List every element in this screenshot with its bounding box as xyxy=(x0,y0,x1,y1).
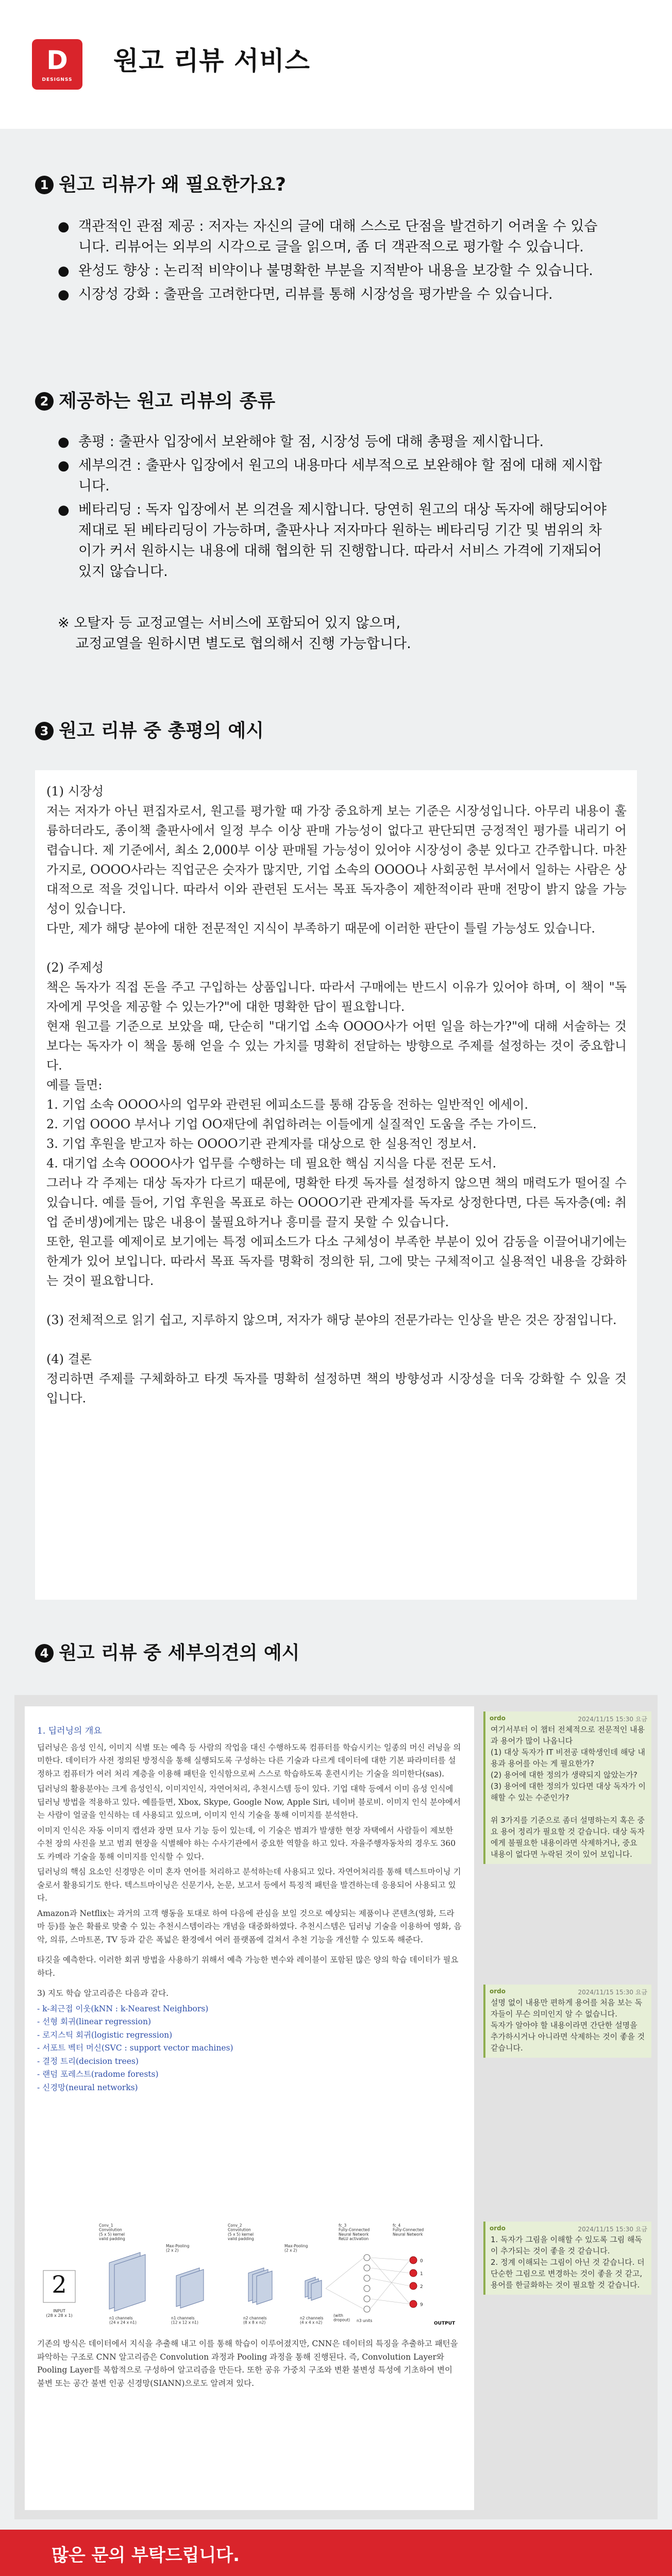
output-digit-2: 2 xyxy=(420,2284,423,2290)
list-item-text: 객관적인 관점 제공 : 저자는 자신의 글에 대해 스스로 단점을 발견하기 어려울 수 있습니다. 리뷰어는 외부의 시각으로 글을 읽으며, 좀 더 객관적으로 평가할 수 있습니다. xyxy=(78,218,598,255)
diagram-label-line: Max-Pooling xyxy=(284,2244,308,2248)
logo-letter: D xyxy=(46,45,68,75)
output-digit-9: 9 xyxy=(420,2302,423,2308)
fc4-label xyxy=(393,2223,424,2236)
diagram-label-line: Fully-Connected xyxy=(393,2227,424,2232)
list-item-text: 완성도 향상 : 논리적 비약이나 불명확한 부분을 지적받아 내용을 보강할 수 있습니다. xyxy=(78,263,593,279)
comment-date: 2024/11/15 15:30 요금 xyxy=(578,1989,647,1996)
logo-text: DESIGNSS xyxy=(42,77,73,82)
comment-date: 2024/11/15 15:30 요금 xyxy=(578,2226,647,2233)
dropout-label xyxy=(333,2313,350,2323)
diagram-label-line: dropout) xyxy=(333,2317,350,2323)
list-item xyxy=(52,284,608,305)
section-detail-example xyxy=(0,1638,672,1680)
list-item xyxy=(52,216,608,258)
section-heading xyxy=(35,170,286,196)
diagram-label-line: Convolution xyxy=(99,2227,122,2232)
diagram-label-line: n2 channels xyxy=(243,2316,267,2320)
doc-paragraph: 딥러닝의 활용분야는 크게 음성인식, 이미지인식, 자연어처리, 추천시스템 등이 있다. 기업 대학 등에서 이미 음성 인식에 딥러닝 방법을 적용하고 있다. 예를들면, Xbox, Skype, Google Now, Apple Siri, 네이버 블로비. 이미지 인식 분야에서는 사람이 얼굴을 인식하는 데 사용되고 있으며, 이미지 인식 기술을 통해 이미지를 분석한다. xyxy=(37,1784,461,1820)
diagram-label-line: n1 channels xyxy=(171,2316,195,2320)
review-comment xyxy=(483,2222,651,2295)
diagram-label-line: n1 channels xyxy=(109,2316,133,2320)
diagram-label-line: (8 x 8 x n2) xyxy=(243,2320,266,2325)
input-label xyxy=(46,2309,72,2318)
comment-body: 1. 독자가 그림을 이해할 수 있도록 그림 해독이 추가되는 것이 좋을 것 같습니다. 2. 정계 이해되는 그림이 아닌 것 같습니다. 더 단순한 그림으로 변경하는 것이 좋을 것 같고, 용어를 한글화하는 것이 필요할 것 같습니다. xyxy=(491,2235,645,2290)
diagram-label-line: (28 x 28 x 1) xyxy=(46,2313,73,2318)
document-screenshot xyxy=(14,1695,658,2519)
bullet-icon: ● xyxy=(58,458,70,473)
list-item-text: 세부의견 : 출판사 입장에서 원고의 내용마다 세부적으로 보완해야 할 점에 대해 제시합니다. xyxy=(78,457,602,494)
bullet-icon: ● xyxy=(58,502,70,518)
list-item: - 랜덤 포레스트(radome forests) xyxy=(37,2070,159,2079)
diagram-label-line: n3 units xyxy=(357,2318,373,2323)
footer-banner xyxy=(0,2530,672,2576)
units-label xyxy=(357,2318,372,2323)
comment-author: ordo xyxy=(490,1715,506,1722)
diagram-label-line: Convolution xyxy=(228,2227,251,2232)
comment-body: 여기서부터 이 챕터 전체적으로 전문적인 내용과 용어가 많이 나옵니다 (1) 대상 독자가 IT 비전공 대학생인데 해당 내용과 용어를 아는 게 필요한가? (2) 용어에 대한 정의가 생략되지 않았는가? (3) 용어에 대한 정의가 있다면 대상 독자가 이해할 수 있는 수준인가? 위 3가지를 기준으로 좀더 설명하는지 혹은 중요 용어 정리가 필요할 것 같습니다. 대상 독자에게 불필요한 내용이라면 삭제하거나, 중요 내용이 없다면 누락된 것이 있어 보입니다. xyxy=(491,1725,646,1859)
diagram-label-line: Neural Network xyxy=(393,2232,423,2237)
bullet-icon: ● xyxy=(58,219,70,234)
diagram-label-line: valid padding xyxy=(228,2236,254,2241)
conv1-label xyxy=(99,2223,125,2241)
bullet-icon: ● xyxy=(58,263,70,279)
doc-heading: 1. 딥러닝의 개요 xyxy=(37,1726,102,1736)
output-digit-0: 0 xyxy=(420,2259,423,2264)
service-note: ※ 오탈자 등 교정교열는 서비스에 포함되어 있지 않으며, 교정교열을 원하시면 별도로 협의해서 진행 가능합니다. xyxy=(58,615,411,652)
comment-body: 설명 없이 내용만 편하게 용어를 처음 보는 독자들이 무슨 의미인지 알 수 없습니다. 독자가 알아야 할 내용이라면 간단한 설명을 추가하시거나 아니라면 삭제하는 것이 좋을 것 같습니다. xyxy=(491,1998,645,2053)
pool1-label xyxy=(166,2244,190,2253)
diagram-label-line: valid padding xyxy=(99,2236,125,2241)
page-title: 원고 리뷰 서비스 xyxy=(113,46,310,76)
output-digit-1: 1 xyxy=(420,2272,423,2277)
diagram-label-line: Fully-Connected xyxy=(339,2227,370,2232)
doc-paragraph: 딥러닝은 음성 인식, 이미지 식별 또는 예측 등 사람의 작업을 대신 수행하도록 컴퓨터를 학습시키는 일종의 머신 러닝을 의미한다. 데이터가 사전 정의된 방정식을 통해 실행되도록 구성하는 다른 기술과 다르게 데이터에 대한 기본 파라미터를 설정하고 컴퓨터가 여러 처리 계층을 이용해 패턴을 인식함으로써 스스로 학습하도록 훈련시키는 기술을 의미한다(sas). xyxy=(37,1742,461,1778)
doc-paragraph: Amazon과 Netflix는 과거의 고객 행동을 토대로 하여 다음에 관심을 보일 것으로 예상되는 제품이나 콘텐츠(영화, 드라마 등)를 높은 확률로 맞출 수 있는 추천시스템이라는 개념을 대중화하였다. 추천시스템은 딥러닝 기술을 이용하여 영화, 음악, 의류, 스마트폰, TV 등과 같은 폭넓은 환경에서 여러 플랫폼에 걸쳐서 추천 기능을 개선할 수 있도록 해준다. xyxy=(37,1908,462,1944)
diagram-label-line: (5 x 5) kernel xyxy=(228,2232,254,2237)
channels-label-3 xyxy=(243,2316,267,2325)
document-body xyxy=(37,1725,462,2094)
list-item xyxy=(52,500,608,582)
diagram-label-line: fc_4 xyxy=(393,2223,401,2228)
list-item-text: 시장성 강화 : 출판을 고려한다면, 리뷰를 통해 시장성을 평가받을 수 있습니다. xyxy=(78,286,553,302)
comment-author: ordo xyxy=(490,1988,506,1995)
list-item: - 로지스틱 회귀(logistic regression) xyxy=(37,2030,173,2040)
diagram-label-line: Max-Pooling xyxy=(166,2244,190,2248)
fc3-label xyxy=(339,2223,369,2241)
bullet-icon: ● xyxy=(58,434,70,450)
section-heading xyxy=(35,1638,299,1665)
doc-paragraph: 이미지 인식은 자동 이미지 캡션과 장면 묘사 기능 등이 있는데, 이 기술은 범죄가 발생한 현장 자택에서 사람들이 제보한 수천 장의 사진을 보고 범죄 현장을 식별해야 하는 수사기관에서 중요한 역할을 하고 있다. 자율주행자동차의 경우도 360도 카메라 기술을 통해 이미지를 인식할 수 있다. xyxy=(37,1825,456,1861)
list-item xyxy=(52,455,608,497)
document-page xyxy=(25,1706,474,2510)
comment-header xyxy=(485,1711,651,1722)
header xyxy=(0,0,672,129)
section-number-badge: 2 xyxy=(35,392,54,411)
diagram-label-line: (2 x 2) xyxy=(166,2248,179,2253)
diagram-label-line: (with xyxy=(333,2313,343,2318)
review-comment xyxy=(483,1985,651,2058)
section-heading xyxy=(35,716,264,742)
section-title: 원고 리뷰 중 총평의 예시 xyxy=(59,720,264,741)
section-number-badge: 1 xyxy=(35,176,54,194)
comment-date: 2024/11/15 15:30 요금 xyxy=(578,1716,647,1723)
summary-paper xyxy=(35,770,637,1600)
list-item: - 서포트 벡터 머신(SVC : support vector machines) xyxy=(37,2043,233,2053)
algorithm-list xyxy=(37,2003,462,2095)
bullet-list xyxy=(52,432,608,585)
diagram-label-line: fc_3 xyxy=(339,2223,347,2228)
list-item: - k-최근접 이웃(kNN : k-Nearest Neighbors) xyxy=(37,2004,209,2013)
section-heading xyxy=(35,386,275,413)
section-number-badge: 3 xyxy=(35,722,54,740)
diagram-label-line: n2 channels xyxy=(300,2316,324,2320)
section-number-badge: 4 xyxy=(35,1644,54,1663)
diagram-label-line: Conv_2 xyxy=(228,2223,242,2228)
cnn-diagram xyxy=(37,2222,462,2330)
brand-logo xyxy=(32,39,82,90)
summary-text: (1) 시장성 저는 저자가 아닌 편집자로서, 원고를 평가할 때 가장 중요하게 보는 기준은 시장성입니다. 아무리 내용이 훌륭하더라도, 종이책 출판사에서 일정 부수 이상 판매 가능성이 없다고 판단되면 긍정적인 평가를 내리기 어렵습니다. 제 기준에서, 최소 2,000부 이상 판매될 가능성이 있어야 시장성이 충분 있다고 간주합니다. 마찬가지로, OOOO사라는 직업군은 숫자가 많지만, 기업 소속의 OOOO나 사회공헌 부서에서 일하는 사람은 상대적으로 적을 것입니다. 따라서 이와 관련된 도서는 목표 독자층이 제한적이라 판매 전망이 밝지 않을 가능성이 있습니다. 다만, 제가 해당 분야에 대한 전문적인 지식이 부족하기 때문에 이러한 판단이 틀릴 가능성도 있습니다. (2) 주제성 책은 독자가 직접 돈을 주고 구입하는 상품입니다. 따라서 구매에는 반드시 이유가 있어야 하며, 이 책이 "독자에게 무엇을 제공할 수 있는가?"에 대한 명확한 답이 필요합니다. 현재 원고를 기준으로 보았을 때, 단순히 "대기업 소속 OOOO사가 어떤 일을 하는가?"에 대해 서술하는 것보다는 독자가 이 책을 통해 얻을 수 있는 가치를 명확히 전달하는 방향으로 주제를 설정하는 것이 중요합니다. 예를 들면: 1. 기업 소속 OOOO사의 업무와 관련된 에피소드를 통해 감동을 전하는 일반적인 에세이. 2. 기업 OOOO 부서나 기업 OO재단에 취업하려는 이들에게 실질적인 도움을 주는 가이드. 3. 기업 후원을 받고자 하는 OOOO기관 관계자를 대상으로 한 실용적인 정보서. 4. 대기업 소속 OOOO사가 업무를 수행하는 데 필요한 핵심 지식을 다룬 전문 도서. 그러나 각 주제는 대상 독자가 다르기 때문에, 명확한 타겟 독자를 설정하지 않으면 책의 매력도가 떨어질 수 있습니다. 예를 들어, 기업 후원을 목표로 하는 OOOO기관 관계자를 독자로 상정한다면, 다른 독자층(예: 취업 준비생)에게는 많은 내용이 불필요하거나 흥미를 끌지 못할 수 있습니다. 또한, 원고를 예제이로 보기에는 특정 에피소드가 다소 구체성이 부족한 부분이 있어 감동을 이끌어내기에는 한계가 있어 보입니다. 따라서 목표 독자를 명확히 정의한 뒤, 그에 맞는 구체적이고 실용적인 내용을 강화하는 것이 필요합니다. (3) 전체적으로 읽기 쉽고, 지루하지 않으며, 저자가 해당 분야의 전문가라는 인상을 받은 것은 장점입니다. (4) 결론 정리하면 주제를 구체화하고 타겟 독자를 명확히 설정하면 책의 방향성과 시장성을 더욱 강화할 수 있을 것입니다. xyxy=(46,784,627,1405)
section-review-types xyxy=(0,335,672,696)
list-item: - 결정 트리(decision trees) xyxy=(37,2056,139,2066)
list-item xyxy=(52,432,608,452)
channels-label-4 xyxy=(300,2316,324,2325)
section-summary-example xyxy=(0,716,672,757)
output-label xyxy=(434,2321,456,2326)
pool2-label xyxy=(284,2244,308,2253)
doc-paragraph-cnn: 기존의 방식은 데이터에서 지식을 추출해 내고 이를 통해 학습이 이루어졌지만, CNN은 데이터의 특징을 추출하고 패턴을 파악하는 구조로 CNN 알고리즘은 Convolution 과정과 Pooling 과정을 통해 진행된다. 즉, Convolution Layer와 Pooling Layer를 복합적으로 구성하여 알고리즘을 만든다. 또한 공유 가중치 구조와 변환 불변성 특성에 기초하여 변이 불변 또는 공간 불변 인공 신경망(SIANN)으로도 알려져 있다. xyxy=(37,2339,458,2388)
diagram-label-line: (4 x 4 x n2) xyxy=(300,2320,323,2325)
channels-label-1 xyxy=(109,2316,137,2325)
input-digit-icon: 2 xyxy=(52,2270,67,2298)
comment-author: ordo xyxy=(490,2225,506,2232)
section-title: 제공하는 원고 리뷰의 종류 xyxy=(59,391,276,412)
diagram-label-line: Neural Network xyxy=(339,2232,369,2237)
section-title: 원고 리뷰가 왜 필요한가요? xyxy=(59,174,287,195)
list-item xyxy=(52,261,608,281)
doc-paragraph: 타깃을 예측한다. 이러한 회귀 방법을 사용하기 위해서 예측 가능한 변수와 레이블이 포함된 많은 양의 학습 데이터가 필요하다. xyxy=(37,1955,459,1978)
list-item-text: 베타리딩 : 독자 입장에서 본 의견을 제시합니다. 당연히 원고의 대상 독자에 해당되어야 제대로 된 베타리딩이 가능하며, 출판사나 저자마다 원하는 베타리딩 기간 및 범위의 차이가 커서 원하시는 내용에 대해 협의한 뒤 진행합니다. 따라서 서비스 가격에 기재되어 있지 않습니다. xyxy=(78,502,607,580)
doc-subheading: 3) 지도 학습 알고리즘은 다음과 같다. xyxy=(37,1989,169,1998)
diagram-label-line: (12 x 12 x n1) xyxy=(171,2320,198,2325)
comment-header xyxy=(485,1985,651,1995)
diagram-label-line: Conv_1 xyxy=(99,2223,113,2228)
list-item: - 선형 회귀(linear regression) xyxy=(37,2017,151,2026)
diagram-label-line: INPUT xyxy=(53,2309,65,2313)
bullet-icon: ● xyxy=(58,287,70,302)
bullet-list xyxy=(52,216,608,308)
conv2-label xyxy=(228,2223,254,2241)
diagram-label-line: (5 x 5) kernel xyxy=(99,2232,125,2237)
footer-text: 많은 문의 부탁드립니다. xyxy=(52,2545,240,2566)
list-item: - 신경망(neural networks) xyxy=(37,2082,138,2092)
list-item-text: 총평 : 출판사 입장에서 보완해야 할 점, 시장성 등에 대해 총평을 제시합니다. xyxy=(78,434,544,450)
diagram-label-line: ReLU activation xyxy=(339,2236,369,2241)
diagram-label-line: (2 x 2) xyxy=(284,2248,297,2253)
comment-header xyxy=(485,2222,651,2232)
section-title: 원고 리뷰 중 세부의견의 예시 xyxy=(59,1642,300,1664)
diagram-label-line: (24 x 24 x n1) xyxy=(109,2320,137,2325)
diagram-label-line: OUTPUT xyxy=(434,2321,456,2326)
doc-paragraph: 딥러닝의 핵심 요소인 신경망은 이미 혼자 연어를 처리하고 분석하는데 사용되고 있다. 자연어처리를 통해 텍스트마이닝 기술로서 활용되기도 한다. 텍스트마이닝은 신문기사, 논문, 보고서 등에서 특징적 패턴을 발견하는데 응용되어 사용되고 있다. xyxy=(37,1867,461,1903)
channels-label-2 xyxy=(171,2316,198,2325)
review-comment xyxy=(483,1711,651,1864)
